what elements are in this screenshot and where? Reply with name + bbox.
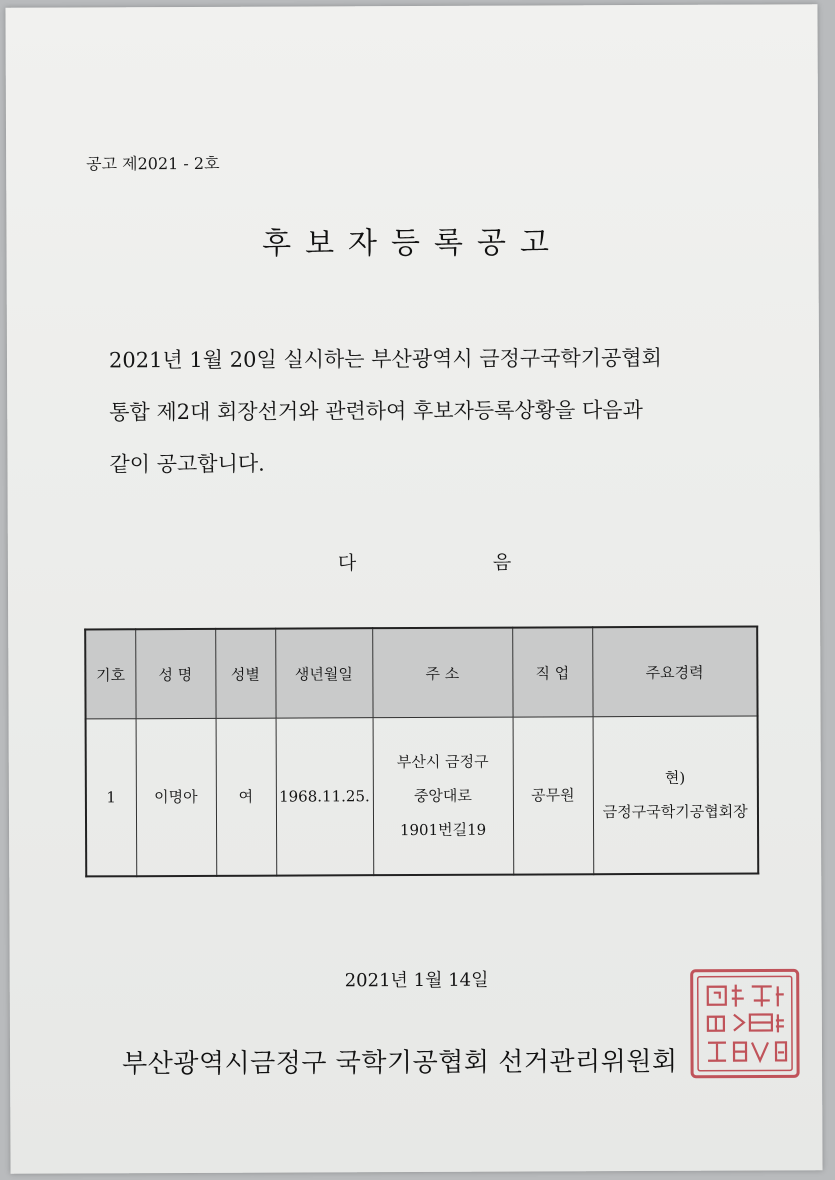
section-heading-left: 다 bbox=[337, 552, 357, 575]
cell-name: 이명아 bbox=[136, 718, 217, 876]
body-line-2: 통합 제2대 회장선거와 관련하여 후보자등록상황을 다음과 bbox=[109, 397, 643, 425]
document-title: 후보자등록공고 bbox=[261, 225, 564, 262]
career-line-2: 금정구국학기공협회장 bbox=[602, 802, 748, 822]
organization-name: 부산광역시금정구 국학기공협회 선거관리위원회 bbox=[122, 1046, 678, 1080]
career-line-1: 현) bbox=[664, 768, 686, 787]
notice-date: 2021년 1월 14일 bbox=[344, 969, 489, 992]
cell-address bbox=[373, 717, 514, 875]
address-line-3: 1901번길19 bbox=[399, 820, 487, 840]
header-name: 성 명 bbox=[135, 629, 215, 719]
candidate-table bbox=[84, 625, 759, 877]
cell-birth: 1968.11.25. bbox=[276, 718, 374, 876]
body-paragraph bbox=[109, 331, 770, 490]
body-line-3: 같이 공고합니다. bbox=[109, 451, 265, 477]
notice-number: 공고 제2021 - 2호 bbox=[86, 153, 220, 174]
official-seal-icon bbox=[686, 964, 805, 1083]
document-page bbox=[5, 4, 822, 1174]
address-line-2: 중앙대로 bbox=[413, 786, 472, 806]
cell-career bbox=[593, 716, 759, 874]
address-line-1: 부산시 금정구 bbox=[396, 752, 489, 772]
header-career: 주요경력 bbox=[592, 627, 757, 717]
header-job: 직 업 bbox=[512, 627, 592, 717]
header-gender: 성별 bbox=[215, 629, 275, 719]
body-line-1: 2021년 1월 20일 실시하는 부산광역시 금정구국학기공협회 bbox=[108, 345, 662, 373]
section-heading-right: 음 bbox=[492, 551, 512, 574]
header-number: 기호 bbox=[85, 629, 135, 719]
cell-number: 1 bbox=[86, 719, 137, 877]
table-header-row bbox=[85, 627, 757, 719]
table-row bbox=[86, 716, 759, 876]
cell-gender: 여 bbox=[216, 718, 277, 876]
cell-job: 공무원 bbox=[513, 717, 594, 875]
header-address: 주 소 bbox=[372, 628, 512, 718]
header-birth: 생년월일 bbox=[275, 628, 372, 718]
